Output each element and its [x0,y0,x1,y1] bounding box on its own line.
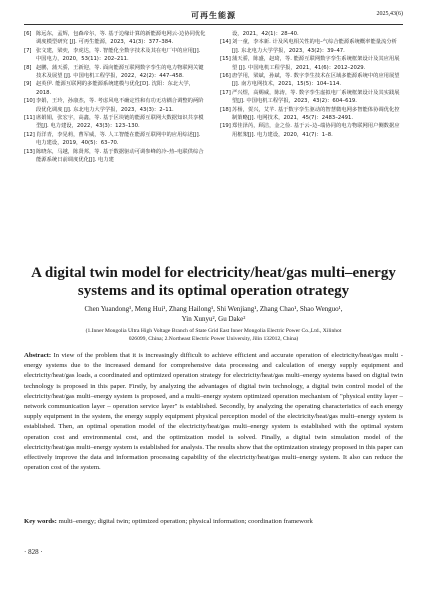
reference-item [24,131,206,148]
journal-name: 可再生能源 [191,10,236,20]
reference-item [24,30,206,47]
reference-item [220,30,402,38]
reference-text: 赵鹏，蒲天骄，王新迎，等. 面向能源互联网数字孪生的电力物联网关键技术及展望 [J]. 中国电机工程学报，2022，42(2)：447–458. [36,64,204,80]
reference-text: 严兴煜，高赐威，陈涛，等. 数字孪生虚拟电厂系统框架设计及其实践展望[J]. 中国电机工程学报，2023，43(2)：604–619. [232,89,400,105]
reference-number: [7] [24,47,32,54]
keywords-label: Key words: [24,518,57,525]
reference-text: 赵英伊. 能源互联网的多能源系统建模与优化[D]. 沈阳：东北大学，2018. [36,81,194,96]
reference-number: [9] [24,81,32,88]
affiliation-line: (1.Inner Mongolia Ultra High Voltage Branch of State Grid East Inner Mongolia Electric Power Co.,Ltd., Xilinhot [85,328,342,334]
reference-number: [13] [24,148,35,155]
reference-text: 席娟娟，张宏宇，高鑫，等. 基于区块链的能源互联网大数据知识共享模型[J]. 电力建设，2022，43(3)：123–130. [36,115,204,130]
reference-item [24,114,206,131]
reference-item [24,80,206,97]
header-rule [24,24,403,25]
reference-item [220,55,402,72]
reference-text: 唐学用，梁斌，孙斌，等. 数字孪生技术在区域多能源系统中的应用展望 [J]. 南方电网技术，2021，15(5)：104–114. [232,73,400,88]
abstract-label: Abstract: [24,352,52,359]
reference-item [220,122,402,139]
reference-number: [8] [24,64,32,71]
reference-text: 设，2021，42(1)：28–40. [232,31,299,37]
reference-item [24,97,206,114]
reference-number: [11] [24,115,35,122]
reference-item [220,38,402,55]
reference-item [220,72,402,89]
author-line: Chen Yuandong¹, Meng Hui¹, Zhang Hailong¹, Shi Wenjiang¹, Zhang Chao¹, Shao Wenguo¹, [84,305,343,313]
affiliation-line: 026099, China; 2.Northeast Electric Power University, Jilin 132012, China) [128,336,299,342]
reference-text: 陈远东，孟辉，包森帝尔，等. 基于边缘计算的新能源电网云-边协同优化调度模型研究 [J]. 可再生能源，2023，41(3)：377–384. [36,31,206,46]
reference-number: [10] [24,98,35,105]
reference-number: [17] [220,89,231,96]
reference-item [24,47,206,64]
affiliations [24,327,403,343]
page-header [24,10,403,24]
reference-number: [12] [24,131,35,138]
reference-text: 蒲天骄，陈盛，赵琦，等. 能源互联网数字孪生系统框架设计及其应用展望 [J]. 中国电机工程学报，2021，41(6)：2012–2029. [232,56,400,71]
reference-number [220,30,232,38]
reference-text: 肖洋青，李晃莉，曹军威，等. 人工智能在能源互联网中的应用综述[J]. 电力建设，2019，40(5)：63–70. [36,131,201,147]
keywords-text: multi–energy; digital twin; optimized operation; physical information; coordination framework [58,518,313,525]
reference-number: [19] [220,123,231,130]
reference-text: 陈晓东，马越，陈贤邦，等. 基于数据驱动可调参峰的冷–热–电联供综合能源系统日前调度优化[J]. 电力建 [36,148,204,164]
references-right-column [220,30,402,139]
reference-item [220,106,402,123]
reference-number: [15] [220,56,231,63]
reference-text: 苏杨，贺兴，艾芊. 基于数字孪生驱动的智慧微电网多智能体协调优化控制策略[J]. 电网技术，2021，45(7)：2483–2491. [232,106,400,122]
reference-number: [18] [220,106,231,113]
reference-number: [6] [24,31,32,37]
keywords [24,517,403,527]
issue-number: 2025,43(6) [376,11,403,17]
paper-title: A digital twin model for electricity/heat/gas multi–energy systems and its optimal operation otrategy [31,265,396,299]
references-left-column [24,30,206,165]
reference-text: 张文建，梁奕，李虎达，等. 智能化全数字技术及其在电厂中的应用[J]. 中国电力，2020，53(11)：202–211. [36,47,201,63]
reference-number: [14] [220,39,231,46]
page-number: · 828 · [24,548,43,556]
abstract [24,351,403,473]
abstract-text: In view of the problem that it is increasingly difficult to achieve efficient and accurate operation of electricity/heat/gas multi -energy systems due to the increased demand for comprehensive data processing and calculation of energy supply equipment and electricity/heat/gas loads, a coordinated and optimized operation strategy for electricity/heat/gas multi–energy systems based on digital twin technology is proposed in this paper. Firstly, by analyzing the advantages of digital twin technology, a digital twin control model of the electricity/heat/gas multi–energy system is proposed, and a multi–energy system optimized operation mechanism of "physical entity layer – network communication layer – operation service layer" is established. Secondly, by analyzing the operating characteristics of each energy supply equipment in the system, the energy supply equipment physical perception model of the electricity/heat/gas multi–energy system is established. Then, an optimal operation model of the electricity/heat/gas multi–energy system is established with the optimal system operation cost and environmental cost, and the optimization model is solved. Finally, a digital twin simulation model of the electricity/heat/gas multi–energy system is established for analysis. The results show that the optimization strategy proposed in this paper can effectively improve the data and information processing capability of the electricity/heat/gas multi–energy system. It also can reduce the operation cost of the system. [24,352,404,472]
reference-text: 郑佳泽芮，顾洁，金之俭. 基于云–边–端协同的电力物联网用户侧数据应用框架[J]. 电力建设，2020，41(7)：1–8. [232,123,400,138]
reference-item [220,89,402,106]
reference-text: 刘一童，李本新. 计及风电相关性的电–气综合能源系统概率能量流分析 [J]. 东北电力大学学报，2023，43(2)：39–47. [232,39,397,54]
reference-item [24,148,206,165]
reference-item [24,64,206,81]
author-line: Yin Xunyu², Gu Dake² [181,315,246,323]
reference-number: [16] [220,73,231,80]
reference-text: 李娟，王玲，孙康杰，等. 考虑风电不确定性和有功无功耦合调整的两阶段优化调度 [J]. 东北电力大学学报，2023，43(3)：2–11. [36,98,204,113]
author-list [24,304,403,324]
